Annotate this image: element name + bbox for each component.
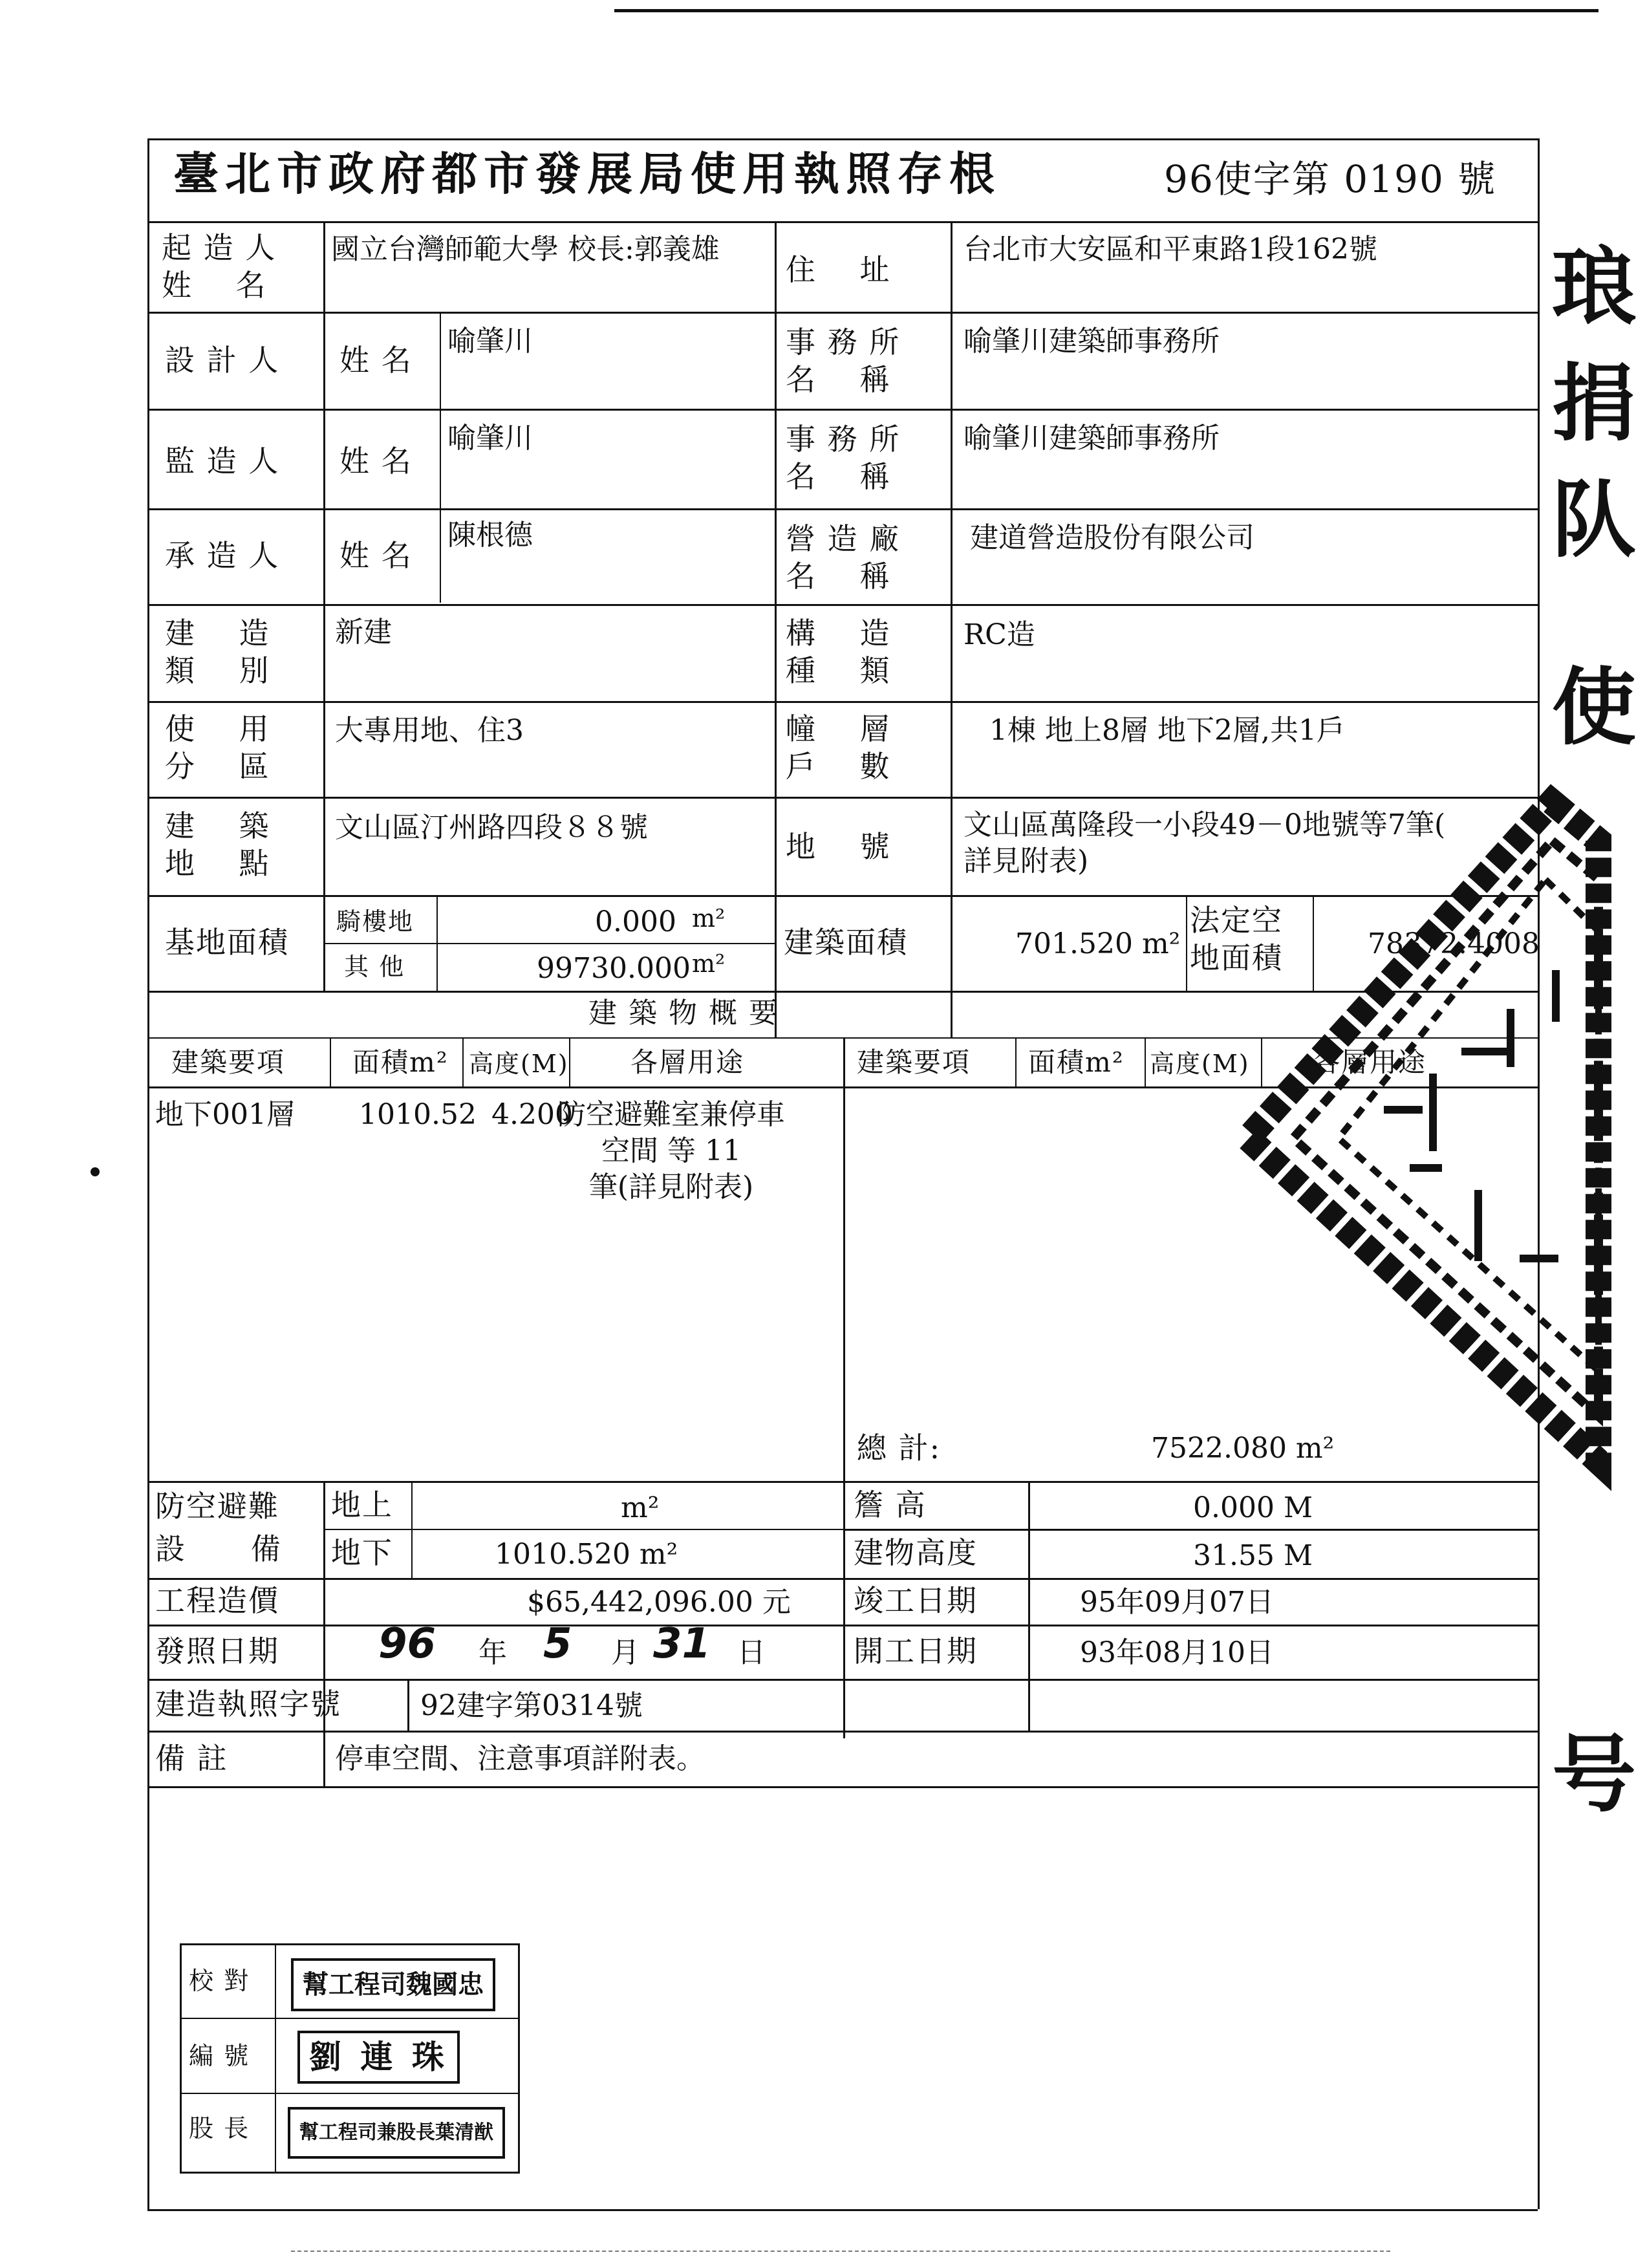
row-line <box>147 221 1538 223</box>
contractor-name: 陳根德 <box>447 519 533 552</box>
col-area-header-2: 面積m² <box>1028 1046 1125 1078</box>
top-edge-line <box>614 9 1598 12</box>
completion-value: 95年09月07日 <box>1080 1586 1274 1619</box>
zoning-value: 大專用地、住3 <box>335 714 524 747</box>
col-line <box>275 1943 276 2172</box>
below-ground-value: 1010.520 m² <box>495 1538 678 1571</box>
col-use-header: 各層用途 <box>630 1046 745 1078</box>
signoff-role: 股 長 <box>189 2114 250 2143</box>
address-value: 台北市大安區和平東路1段162號 <box>963 233 1377 266</box>
frame-left <box>147 138 149 2209</box>
structure-value: RC造 <box>963 618 1035 651</box>
supervisor-office: 喻肇川建築師事務所 <box>963 422 1220 455</box>
designer-name: 喻肇川 <box>447 325 533 358</box>
building-height-value: 31.55 M <box>1193 1539 1313 1572</box>
designer-label: 設 計 人 <box>165 343 280 378</box>
edge-glyph: 队 <box>1552 470 1636 569</box>
cost-label: 工程造價 <box>155 1583 279 1618</box>
row-height: 4.200 <box>491 1098 573 1131</box>
issue-date-label: 發照日期 <box>155 1634 279 1669</box>
edge-glyph: 号 <box>1552 1725 1636 1824</box>
issue-month: 5 <box>543 1620 572 1668</box>
supervisor-office-label: 事 務 所 名 稱 <box>786 422 901 494</box>
other-value: 99730.000 <box>537 952 691 985</box>
other-unit: m² <box>692 949 726 978</box>
col-line <box>440 312 441 603</box>
col-area-header: 面積m² <box>352 1046 449 1078</box>
row-line <box>147 1731 1538 1733</box>
col-line <box>330 1037 331 1086</box>
row-line <box>843 1529 1538 1531</box>
issue-year: 96 <box>378 1620 436 1668</box>
arcade-value: 0.000 <box>595 905 676 938</box>
designer-office: 喻肇川建築師事務所 <box>963 325 1220 358</box>
col-line <box>323 1731 325 1786</box>
col-line <box>1015 1037 1017 1086</box>
row-line <box>147 1625 1538 1626</box>
frame-top <box>147 138 1538 140</box>
row-line <box>147 312 1538 314</box>
contractor-name-label: 姓 名 <box>339 538 413 573</box>
row-line <box>147 1786 1538 1788</box>
col-item-header: 建築要項 <box>171 1046 286 1078</box>
col-line <box>323 221 325 991</box>
zoning-label: 使 用 分 區 <box>165 711 270 784</box>
remarks-label: 備 註 <box>155 1741 228 1776</box>
total-label: 總 計: <box>857 1431 942 1465</box>
open-space-label: 法定空 地面積 <box>1190 903 1283 975</box>
above-ground-value: m² <box>621 1491 660 1524</box>
edge-glyph: 琅 <box>1552 237 1636 336</box>
eave-label: 簷 高 <box>854 1487 927 1522</box>
col-height-header-2: 高度(M) <box>1150 1050 1250 1078</box>
supervisor-name-label: 姓 名 <box>339 444 413 479</box>
row-floor: 地下001層 <box>155 1098 295 1131</box>
frame-bottom <box>147 2209 1538 2211</box>
col-use-header-2: 各層用途 <box>1313 1046 1427 1078</box>
start-date-label: 開工日期 <box>854 1634 978 1669</box>
building-area-label: 建築面積 <box>784 925 908 960</box>
open-space-value: 78372.4008 <box>1368 927 1540 960</box>
location-label: 建 築 地 點 <box>165 808 270 881</box>
scan-edge-line <box>291 2251 1390 2252</box>
lot-value: 文山區萬隆段一小段49－0地號等7筆( 詳見附表) <box>963 808 1446 878</box>
total-value: 7522.080 m² <box>1151 1432 1335 1465</box>
issue-year-unit: 年 <box>479 1636 507 1669</box>
license-number: 96使字第 0190 號 <box>1164 157 1497 201</box>
contractor-label: 承 造 人 <box>165 538 280 573</box>
col-line <box>1145 1037 1146 1086</box>
issue-day-unit: 日 <box>737 1636 766 1669</box>
col-line <box>775 221 777 1037</box>
permit-value: 92建字第0314號 <box>420 1689 643 1722</box>
designer-office-label: 事 務 所 名 稱 <box>786 325 901 397</box>
issue-month-unit: 月 <box>611 1636 640 1669</box>
page-title: 臺北市政府都市發展局使用執照存根 <box>173 147 1001 200</box>
lot-label: 地 號 <box>786 829 891 864</box>
applicant-label: 起 造 人 姓 名 <box>162 230 277 303</box>
row-line <box>180 2093 518 2094</box>
row-line <box>147 797 1538 799</box>
col-line <box>1028 1481 1030 1731</box>
structure-label: 構 造 種 類 <box>786 616 891 688</box>
edge-glyph: 使 <box>1552 658 1636 757</box>
col-line <box>951 221 953 1037</box>
applicant-value: 國立台灣師範大學 校長:郭義雄 <box>331 233 720 266</box>
contractor-office: 建道營造股份有限公司 <box>970 521 1254 554</box>
other-label: 其 他 <box>344 953 405 981</box>
floors-label: 幢 層 戶 數 <box>786 711 891 784</box>
start-date-value: 93年08月10日 <box>1080 1636 1274 1669</box>
floors-value: 1棟 地上8層 地下2層,共1戶 <box>989 714 1345 747</box>
signoff-role: 編 號 <box>189 2042 250 2070</box>
supervisor-label: 監 造 人 <box>165 444 280 479</box>
cost-value: $65,442,096.00 元 <box>527 1586 791 1619</box>
row-line <box>147 409 1538 411</box>
row-line <box>147 1578 1538 1580</box>
permit-label: 建造執照字號 <box>155 1687 341 1722</box>
arcade-unit: m² <box>692 904 726 933</box>
supervisor-name: 喻肇川 <box>447 422 533 455</box>
row-line <box>323 943 775 944</box>
col-line <box>843 1037 845 1738</box>
below-ground-label: 地下 <box>331 1535 393 1570</box>
issue-day: 31 <box>653 1620 711 1668</box>
signoff-stamp: 幫工程司兼股長葉清猷 <box>288 2107 505 2159</box>
signoff-stamp: 幫工程司魏國忠 <box>291 1958 495 2011</box>
designer-name-label: 姓 名 <box>339 343 413 378</box>
row-line <box>323 1529 843 1530</box>
air-raid-label: 防空避難 設 備 <box>155 1489 282 1566</box>
col-item-header-2: 建築要項 <box>857 1046 971 1078</box>
signoff-role: 校 對 <box>189 1967 250 1995</box>
col-line <box>407 1679 409 1731</box>
row-line <box>180 2018 518 2019</box>
row-area: 1010.52 <box>359 1098 477 1131</box>
signoff-stamp: 劉 連 珠 <box>297 2031 460 2084</box>
build-type-label: 建 造 類 別 <box>165 616 270 688</box>
edge-glyph: 捐 <box>1552 354 1636 453</box>
above-ground-label: 地上 <box>331 1487 393 1522</box>
row-line <box>147 701 1538 703</box>
build-type-value: 新建 <box>335 616 392 649</box>
col-line <box>462 1037 464 1086</box>
row-line <box>147 508 1538 510</box>
location-value: 文山區汀州路四段８８號 <box>335 811 648 844</box>
eave-value: 0.000 M <box>1193 1491 1313 1524</box>
building-height-label: 建物高度 <box>854 1535 978 1570</box>
row-line <box>147 1679 1538 1681</box>
col-line <box>411 1481 413 1578</box>
building-area-value: 701.520 m² <box>1015 927 1181 960</box>
site-area-label: 基地面積 <box>165 925 289 960</box>
row-line <box>147 604 1538 606</box>
col-line <box>569 1037 570 1086</box>
official-seal-stamp <box>1216 802 1598 1513</box>
row-use: 防空避難室兼停車 空間 等 11 筆(詳見附表) <box>557 1098 785 1204</box>
col-height-header: 高度(M) <box>469 1050 569 1078</box>
remarks-value: 停車空間、注意事項詳附表。 <box>335 1742 705 1775</box>
scan-dot <box>91 1167 100 1176</box>
address-label: 住 址 <box>786 252 891 287</box>
overview-title: 建 築 物 概 要 <box>588 997 779 1030</box>
col-line <box>1186 895 1187 991</box>
arcade-label: 騎樓地 <box>336 907 414 936</box>
contractor-office-label: 營 造 廠 名 稱 <box>786 521 901 594</box>
completion-label: 竣工日期 <box>854 1583 978 1618</box>
